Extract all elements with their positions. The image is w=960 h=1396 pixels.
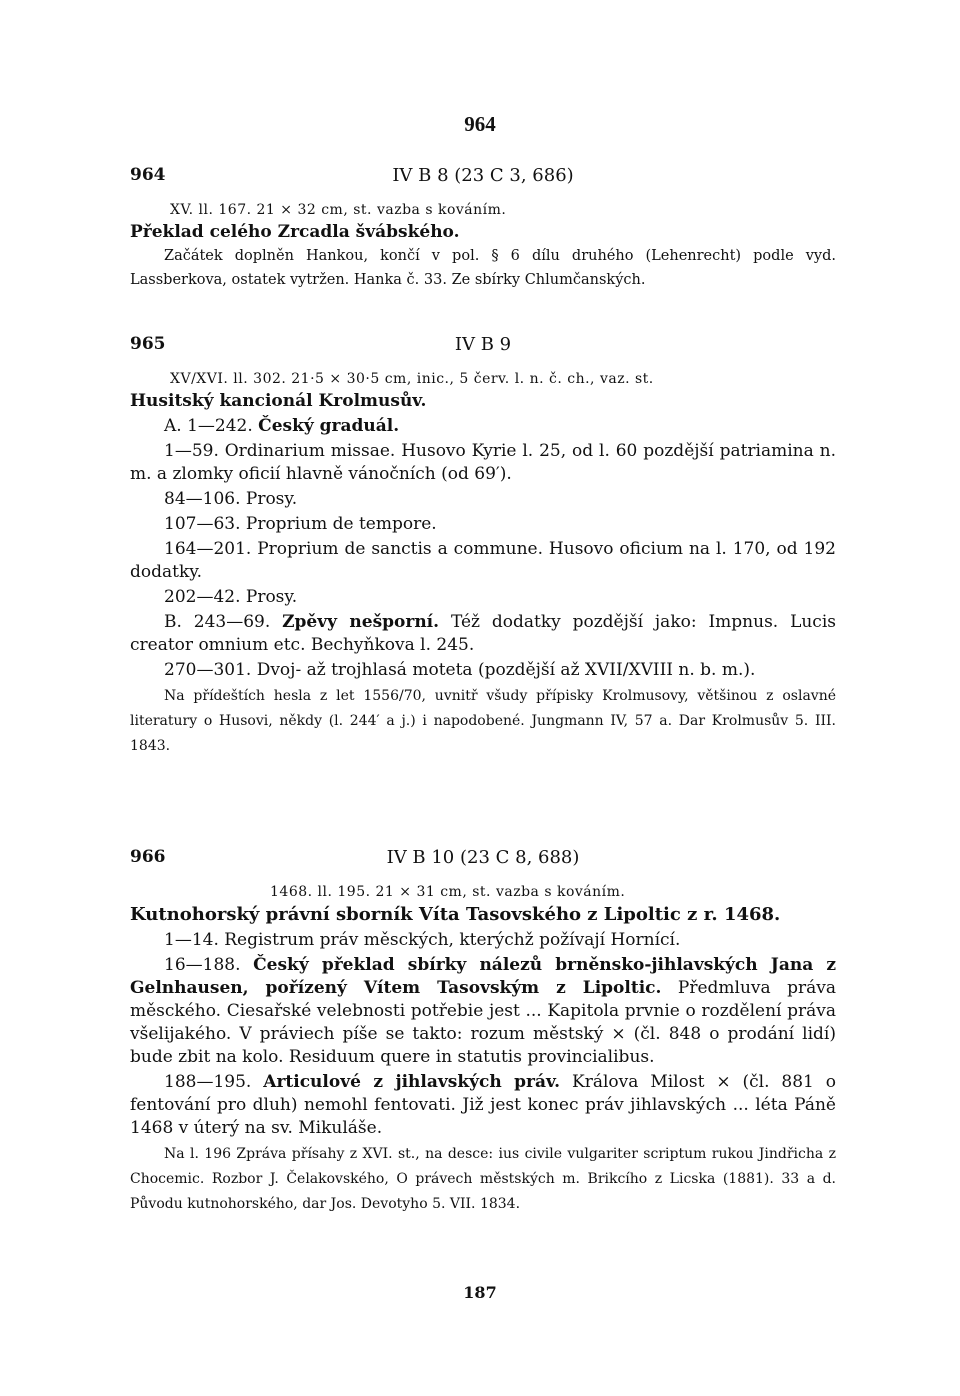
list-item: 202—42. Prosy.	[164, 587, 298, 607]
entry-title: Překlad celého Zrcadla švábského.	[130, 222, 460, 242]
page-number: 964	[464, 112, 496, 136]
list-item: 164—201. Proprium de sanctis a commune. Husovo oficium na l. 170, od 192 dodatky.	[130, 539, 836, 582]
item-lead: 16—188.	[164, 955, 241, 975]
list-item: 1—59. Ordinarium missae. Husovo Kyrie l. 25, od l. 60 pozdější patriamina n. m. a zlomky oficií hlavně vánočních (od 69′).	[130, 441, 836, 484]
footer-page-number: 187	[463, 1283, 497, 1302]
section-a	[130, 415, 836, 438]
catalog-entry-966	[130, 847, 836, 1217]
shelf-mark: IV B 9	[454, 334, 512, 355]
entry-title: Husitský kancionál Krolmusův.	[130, 391, 427, 411]
section-a-title: Český graduál.	[258, 416, 400, 436]
entry-title: Kutnohorský právní sborník Víta Tasovského z Lipoltic z r. 1468.	[130, 904, 781, 925]
entry-number: 964	[130, 165, 166, 185]
list-item	[130, 1071, 836, 1140]
list-item: 84—106. Prosy.	[164, 489, 298, 509]
item-text: Králova Milost × (čl. 881 o fentování pro dluh) nemohl fentovati. Již jest konec práv jihlavských ... léta Páně 1468 v úterý na sv. Mikuláše.	[130, 1072, 837, 1138]
section-b-title: Zpěvy nešporní.	[282, 612, 440, 632]
list-item: 107—63. Proprium de tempore.	[164, 514, 437, 534]
item-bold-title: Český překlad sbírky nálezů brněnsko-jihlavských Jana z Gelnhausen, pořízený Vítem Tasovským z Lipoltic.	[130, 955, 837, 998]
catalog-entry-964	[130, 165, 836, 292]
shelf-mark: IV B 8 (23 C 3, 686)	[392, 165, 574, 186]
list-item: 1—14. Registrum práv měsckých, kterýchž požívají Hornící.	[164, 930, 681, 950]
entry-meta: 1468. ll. 195. 21 × 31 cm, st. vazba s kováním.	[270, 884, 626, 900]
list-item	[130, 954, 836, 1069]
entry-header	[130, 334, 836, 368]
entry-description: Začátek doplněn Hankou, končí v pol. § 6 dílu druhého (Lehenrecht) podle vyd. Lassberkova, ostatek vytržen. Hanka č. 33. Ze sbírky Chlumčanských.	[130, 248, 836, 288]
list-item: 270—301. Dvoj- až trojhlasá moteta (pozdější až XVII/XVIII n. b. m.).	[164, 660, 756, 680]
section-b-lead: B. 243—69.	[164, 612, 271, 632]
shelf-mark: IV B 10 (23 C 8, 688)	[386, 847, 580, 868]
entry-note: Na přídeštích hesla z let 1556/70, uvnitř všudy přípisky Krolmusovy, většinou z oslavné literatury o Husovi, někdy (l. 244′ a j.) i napodobené. Jungmann IV, 57 a. Dar Krolmusův 5. III. 1843.	[130, 688, 836, 754]
item-text: Předmluva práva měsckého. Ciesařské velebnosti potřebie jest ... Kapitola prvnie o rozdělení práva všelijakého. V práviech píše se takto: rozum městský × (čl. 848 o prodání lidí) bude zbit na kolo. Residuum quere in statutis provincialibus.	[130, 978, 836, 1067]
section-b	[130, 611, 836, 657]
catalog-entry-965	[130, 334, 836, 759]
entry-meta: XV/XVI. ll. 302. 21·5 × 30·5 cm, inic., 5 červ. l. n. č. ch., vaz. st.	[170, 371, 654, 387]
entry-note: Na l. 196 Zpráva přísahy z XVI. st., na desce: ius civile vulgariter scriptum rukou Jindřicha z Chocemic. Rozbor J. Čelakovského, O právech městských m. Brikcího z Licska (1881). 33 a d. Původu kutnohorského, dar Jos. Devotyho 5. VII. 1834.	[130, 1146, 836, 1212]
item-lead: 188—195.	[164, 1072, 252, 1092]
section-b-text: Též dodatky pozdější jako: Impnus. Lucis creator omnium etc. Bechyňkova l. 245.	[130, 612, 836, 655]
item-bold-title: Articulové z jihlavských práv.	[263, 1072, 561, 1092]
entry-header	[130, 165, 836, 199]
section-a-lead: A. 1—242.	[164, 416, 253, 436]
entry-header	[130, 847, 836, 881]
entry-number: 966	[130, 847, 166, 867]
entry-number: 965	[130, 334, 166, 354]
entry-meta: XV. ll. 167. 21 × 32 cm, st. vazba s kováním.	[170, 202, 507, 218]
